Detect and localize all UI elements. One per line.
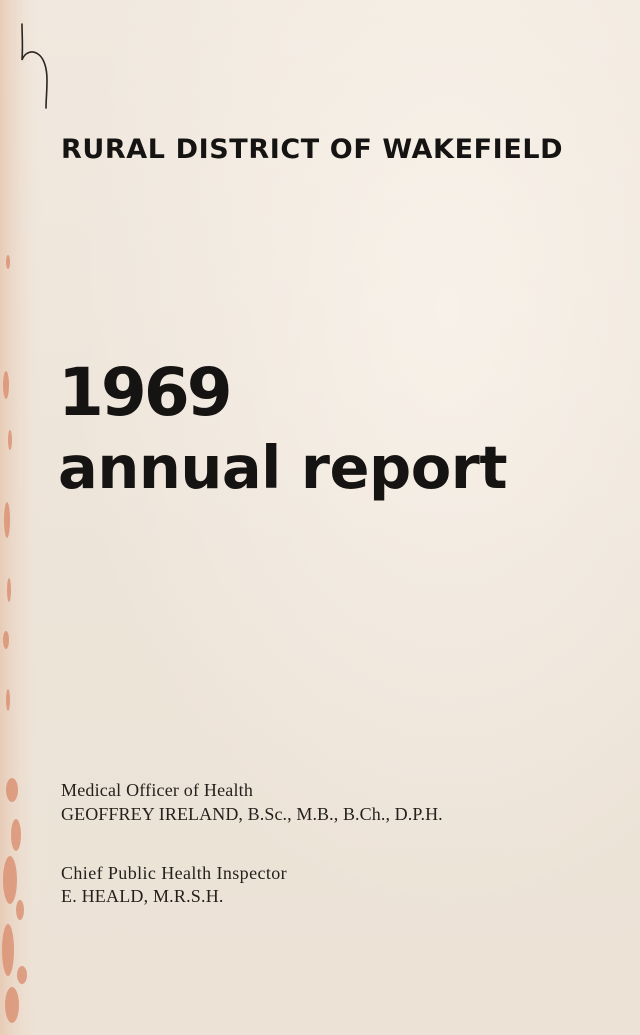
health-inspector-role: Chief Public Health Inspector xyxy=(61,863,288,883)
report-year: 1969 xyxy=(58,354,230,431)
medical-officer-name: GEOFFREY IRELAND, B.Sc., M.B., B.Ch., D.P.H. xyxy=(61,804,443,824)
district-title: RURAL DISTRICT OF WAKEFIELD xyxy=(61,134,564,165)
stained-edge xyxy=(0,0,44,1035)
handwritten-pencil-mark-icon xyxy=(16,18,56,114)
medical-officer-role: Medical Officer of Health xyxy=(61,780,254,800)
health-inspector-name: E. HEALD, M.R.S.H. xyxy=(61,886,224,906)
report-subtitle: annual report xyxy=(58,433,508,502)
